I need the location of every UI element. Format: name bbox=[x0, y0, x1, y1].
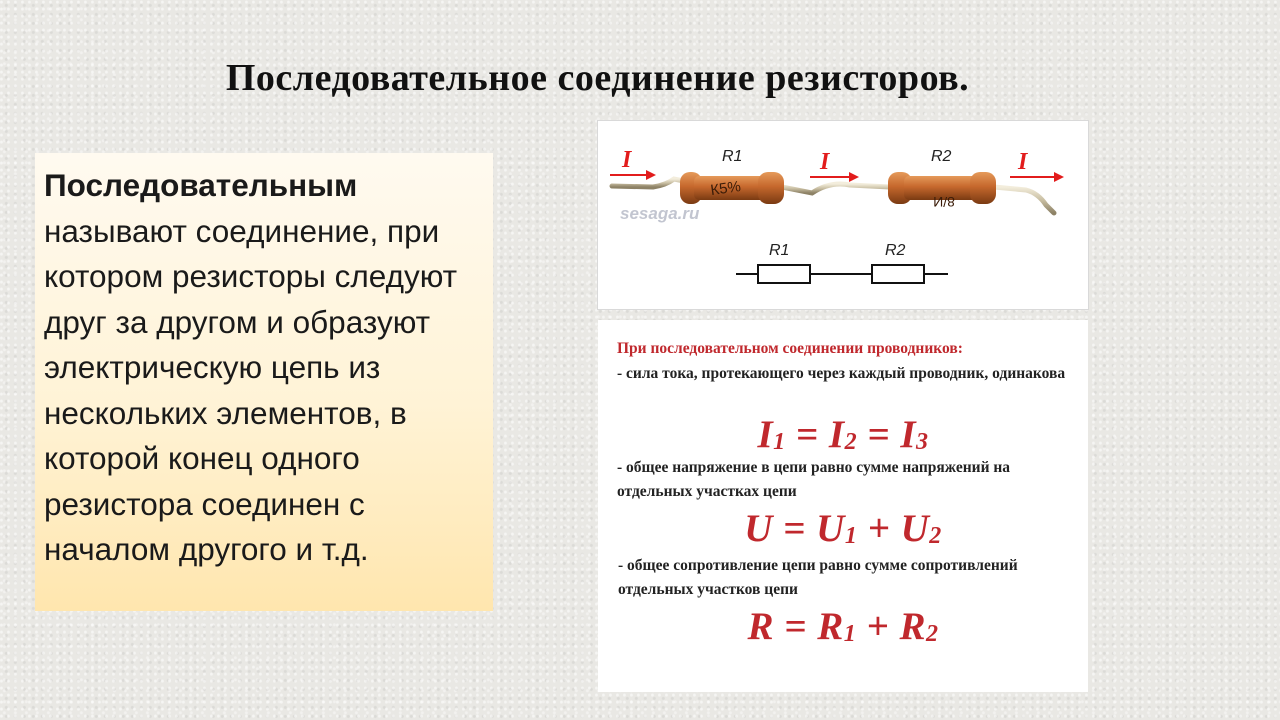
lead-wire-left bbox=[612, 179, 684, 187]
schematic-resistor-r1 bbox=[758, 265, 810, 283]
current-arrow-middle bbox=[810, 149, 859, 182]
schematic-r1-label: R1 bbox=[769, 242, 790, 259]
resistance-formula: $R = R_1 + R_2$ bbox=[747, 605, 939, 648]
photo-r2-label: R2 bbox=[931, 148, 952, 165]
rules-heading: При последовательном соединении проводников: bbox=[617, 340, 963, 357]
voltage-formula: $U = U_1 + U_2$ bbox=[744, 507, 942, 550]
resistor-r1-photo bbox=[680, 172, 784, 204]
formula-u: U bbox=[744, 507, 773, 550]
resistance-rule: - общее сопротивление цепи равно сумме сопротивлений отдельных участков цепи bbox=[618, 557, 1018, 598]
current-rule: - сила тока, протекающего через каждый проводник, одинакова bbox=[617, 365, 1066, 382]
current-arrow-left bbox=[610, 147, 656, 180]
series-connection-rules bbox=[598, 320, 1088, 692]
formula-u-1-sub: 1 bbox=[844, 523, 858, 549]
formula-i-1: I bbox=[757, 413, 774, 456]
schematic-resistor-r2 bbox=[872, 265, 924, 283]
r1-marking: К5% bbox=[709, 177, 742, 200]
lead-wire-right bbox=[994, 187, 1054, 213]
formula-i-3-sub: 3 bbox=[916, 429, 929, 455]
resistor-photo-panel bbox=[598, 121, 1088, 309]
resistor-illustration bbox=[598, 121, 1088, 309]
formula-i-2: I bbox=[828, 413, 845, 456]
series-circuit-schematic bbox=[736, 242, 948, 283]
formula-u-1: U bbox=[816, 507, 845, 550]
formula-r: R bbox=[747, 605, 774, 648]
definition-body: называют соединение, при котором резисторы следуют друг за другом и образуют электрическую цепь из нескольких элементов, в которой конец одного резистора соединен с началом другого и т.д. bbox=[44, 212, 458, 567]
formula-i-2-sub: 2 bbox=[844, 429, 858, 455]
current-label-left: I bbox=[622, 147, 632, 173]
slide-title: Последовательное соединение резисторов. bbox=[225, 57, 970, 99]
schematic-r2-label: R2 bbox=[885, 242, 906, 259]
formula-u-2: U bbox=[900, 507, 930, 550]
current-label-middle: I bbox=[820, 149, 830, 175]
watermark-text: sesaga.ru bbox=[620, 204, 700, 223]
current-formula: $I_1 = I_2 = I_3$ bbox=[757, 413, 929, 456]
current-label-right: I bbox=[1018, 149, 1028, 175]
formula-r-1: R bbox=[817, 605, 844, 648]
definition-term: Последовательным bbox=[44, 167, 358, 203]
formula-i-3: I bbox=[900, 413, 917, 456]
current-arrow-right bbox=[1010, 149, 1064, 182]
definition-text bbox=[44, 163, 485, 573]
formula-u-2-sub: 2 bbox=[929, 523, 942, 549]
formula-i-1-sub: 1 bbox=[773, 429, 786, 455]
lead-wire-middle bbox=[782, 184, 890, 193]
voltage-rule: - общее напряжение в цепи равно сумме напряжений на отдельных участках цепи bbox=[617, 459, 1011, 500]
photo-r1-label: R1 bbox=[722, 148, 743, 165]
formula-r-1-sub: 1 bbox=[843, 621, 857, 647]
resistor-r2-photo bbox=[888, 172, 996, 210]
r2-marking: 8/И bbox=[933, 194, 955, 210]
formula-r-2-sub: 2 bbox=[926, 621, 939, 647]
definition-box bbox=[35, 153, 493, 611]
formula-r-2: R bbox=[899, 605, 926, 648]
